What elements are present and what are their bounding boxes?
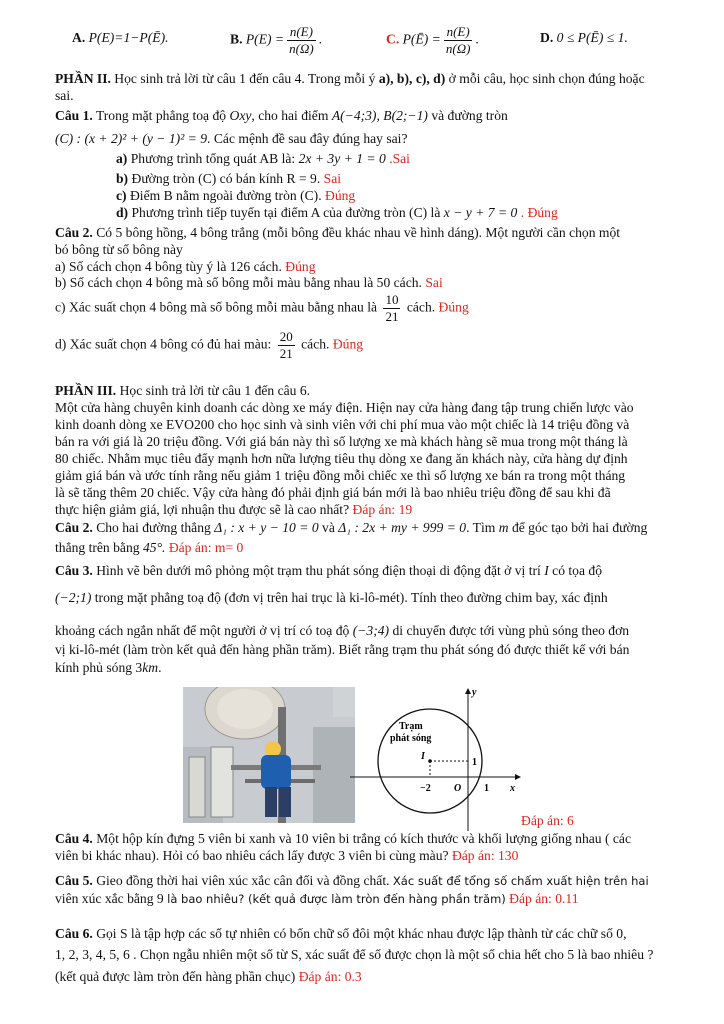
p2-q1-b-text: Đường tròn (C) có bán kính R = 9.: [131, 171, 321, 186]
p3-q6-text-2: 1, 2, 3, 4, 5, 6 . Chọn ngẫu nhiên một số từ S, xác suất để số được chọn là một số chia hết cho 5 là bao nhiêu ?: [55, 947, 654, 962]
p2-q2-label: Câu 2.: [55, 225, 93, 240]
p3-q1-last-text: thực hiện giảm giá, lợi nhuận thu được sẽ là cao nhất?: [55, 502, 350, 517]
p2-q1-a-eq: 2x + 3y + 1 = 0: [298, 151, 386, 166]
p3-q2-line2: [55, 539, 243, 556]
p2-q2-a-text: a) Số cách chọn 4 bông tùy ý là 126 cách.: [55, 259, 282, 274]
p2-q2-a-answer: Đúng: [285, 259, 316, 274]
p3-q5-text-1b: Xác suất để tổng số chấm xuất hiện trên hai: [392, 874, 649, 888]
option-a: [72, 29, 169, 46]
option-c-label: C.: [386, 31, 400, 47]
p2-q2-d-den: 21: [279, 346, 293, 361]
option-c-left: P(Ē) =: [402, 31, 441, 47]
p3-q2-d2: Δ₁ : 2x + my + 999 = 0: [338, 520, 467, 535]
p3-q3-line2: [55, 589, 608, 606]
p2-q1-b-label: b): [116, 171, 129, 186]
p3-q3-line5: [55, 659, 162, 676]
p3-q3-km: km: [142, 660, 159, 675]
p2-q2-d-fraction: [278, 329, 295, 362]
p3-q5-text-1: Gieo đồng thời hai viên xúc xắc cân đối và đồng chất.: [96, 873, 390, 888]
option-d-label: D.: [540, 30, 554, 45]
p2-q2-d-answer: Đúng: [332, 336, 364, 352]
part2-intro-1: Học sinh trả lời từ câu 1 đến câu 4. Trong mỗi ý: [114, 71, 376, 86]
p3-q3-text-2: có tọa độ: [552, 563, 602, 578]
p3-q1-line: bán ra với giá là 20 triệu đồng. Với giá bán này thì số lượng xe mà khách hàng sẽ mua trong một tháng là: [55, 434, 628, 449]
p3-q3-pos: I: [544, 563, 549, 578]
p2-q2-b-answer: Sai: [425, 275, 443, 290]
tick-origin: O: [454, 783, 462, 794]
p2-q2-a: [55, 258, 316, 275]
p3-q2-text-3: để góc tạo bởi hai đường: [511, 520, 648, 535]
p2-q1-b-answer: Sai: [323, 171, 342, 186]
p3-q1-line: kinh doanh dòng xe EVO200 cho học sinh và sinh viên với chi phí mua vào một chiếc là 14 triệu đồng và: [55, 417, 630, 432]
p2-q2-c: [55, 292, 469, 325]
p2-q1-a: [116, 150, 410, 167]
part2-heading: PHẦN II.: [55, 71, 111, 86]
p3-q3-text-6: vị ki-lô-mét (làm tròn kết quả đến hàng phần trăm). Biết rằng trạm thu phát sóng đó được thiết kế với bán: [55, 642, 630, 657]
p3-q3-text-7: kính phủ sóng 3: [55, 660, 143, 675]
option-c: C. P(Ē) = $\frac{n(E)}{n(\Omega)}$ .: [386, 24, 479, 56]
p3-q3-text-1: Hình vẽ bên dưới mô phỏng một trạm thu phát sóng điện thoại di động đặt ở vị trí: [96, 563, 541, 578]
p2-q2-d-tail: cách.: [301, 336, 330, 352]
p3-q6-text-3: (kết quả được làm tròn đến hàng phần chục): [55, 969, 296, 984]
p3-q4-line2: [55, 847, 518, 864]
option-d: [540, 29, 628, 46]
p3-q1-line: Một cửa hàng chuyên kinh doanh các dòng xe máy điện. Hiện nay cửa hàng đang tập trung chiến lược vào: [55, 400, 634, 415]
cell-tower-photo-graphic: [183, 687, 355, 823]
p2-q1-c-answer: Đúng: [325, 188, 356, 203]
p3-q6-stem: [55, 925, 626, 942]
p2-q2-c-num: 10: [385, 292, 399, 307]
p2-q1-oxy: Oxy: [229, 108, 252, 123]
p3-q2-label: Câu 2.: [55, 520, 93, 535]
station-point: [428, 759, 432, 763]
p2-q2-c-fraction: [383, 292, 400, 325]
p3-q1-line: giảm giá bán và ước tính rằng nếu giảm 1 triệu đồng mỗi chiếc xe thì số lượng xe bán ra trong một tháng: [55, 468, 626, 483]
option-c-fraction: [444, 24, 473, 57]
p3-q6-line3: [55, 968, 362, 985]
p2-q1-a-text: Phương trình tổng quát AB là:: [130, 151, 296, 166]
coverage-diagram-graphic: [350, 683, 530, 833]
p3-q1-line: 80 chiếc. Nhằm mục tiêu đẩy mạnh hơn nữa lượng tiêu thụ dòng xe đang ăn khách này, cửa hàng dự định: [55, 451, 628, 466]
p3-q2-and: và: [322, 520, 335, 535]
p2-q1-c-label: c): [116, 188, 127, 203]
part2-intro-2: ở mỗi câu, học sinh chọn đúng hoặc: [448, 71, 645, 86]
p3-q2-m: m: [498, 520, 509, 535]
p3-q2-text-2: . Tìm: [466, 520, 496, 535]
p2-q2-d: [55, 329, 363, 362]
p3-q2-stem: [55, 519, 647, 536]
p2-q2-stem: [55, 224, 620, 241]
p3-q3-coord: (−2;1): [55, 590, 92, 605]
p2-q1-d-eq: x − y + 7 = 0: [443, 205, 518, 220]
p3-q3-text-8: .: [158, 660, 162, 675]
option-b-label: B.: [230, 31, 243, 47]
p2-q1-c: [116, 187, 355, 204]
p3-q5-line2: [55, 890, 579, 908]
p3-q3-label: Câu 3.: [55, 563, 93, 578]
option-d-expr: 0 ≤ P(Ē) ≤ 1.: [556, 30, 628, 45]
p2-q1-d: [116, 204, 558, 221]
part2-intro-abcd: a), b), c), d): [378, 71, 446, 86]
p2-q1-a-label: a): [116, 151, 128, 166]
p3-q4-stem: [55, 830, 631, 847]
p2-q1-text-1: Trong mặt phẳng toạ độ: [95, 108, 227, 123]
label-x: x: [510, 783, 515, 794]
p3-q5-answer: Đáp án: 0.11: [509, 891, 579, 906]
station-label-1: Trạm: [399, 721, 423, 732]
p3-q5-stem: [55, 872, 649, 890]
option-b-left: P(E) =: [245, 31, 285, 47]
cell-tower-photo: [183, 687, 355, 823]
p2-q2-b-text: b) Số cách chọn 4 bông mà số bông mỗi màu bằng nhau là 50 cách.: [55, 275, 422, 290]
p2-q1-label: Câu 1.: [55, 108, 93, 123]
option-a-expr: P(E)=1−P(Ē).: [88, 30, 169, 45]
p3-q2-angle: 45°.: [142, 540, 166, 555]
option-c-num: n(E): [444, 24, 473, 41]
p2-q2-b: [55, 274, 443, 291]
p3-q5-text-2b: là bao nhiêu? (kết quả được làm tròn đến hàng phần trăm): [167, 892, 506, 906]
p3-q2-text-1: Cho hai đường thẳng: [96, 520, 211, 535]
p2-q1-b: [116, 170, 341, 187]
p3-q3-stem: [55, 562, 602, 579]
p2-q1-d-answer: . Đúng: [520, 205, 558, 220]
p2-q1-d-text: Phương trình tiếp tuyến tại điểm A của đường tròn (C) là: [131, 205, 441, 220]
option-b-num: n(E): [287, 24, 316, 41]
p2-q2-c-text: c) Xác suất chọn 4 bông mà số bông mỗi màu bằng nhau là: [55, 299, 378, 315]
p3-q3-text-3: trong mặt phẳng toạ độ (đơn vị trên hai trục là ki-lô-mét). Tính theo đường chim bay, xác định: [94, 590, 608, 605]
p3-q1-answer: Đáp án: 19: [352, 502, 413, 517]
p3-q3-coord2: (−3;4): [352, 623, 390, 638]
p2-q1-text-2: , cho hai điểm: [251, 108, 329, 123]
p2-q1-stem: [55, 107, 508, 124]
p3-q2-d1: Δ₁ : x + y − 10 = 0: [214, 520, 319, 535]
p2-q2-c-den: 21: [385, 309, 399, 324]
option-b-fraction: [287, 24, 316, 57]
part3-intro: [55, 382, 310, 399]
p3-q3-text-4: khoảng cách ngắn nhất để một người ở vị trí có toạ độ: [55, 623, 350, 638]
p2-q2-text-2: bó bông từ số bông này: [55, 242, 183, 257]
p3-q1-last: [55, 501, 412, 518]
p2-q2-text-1: Có 5 bông hồng, 4 bông trắng (mỗi bông đều khác nhau về hình dáng). Một người cần chọn một: [96, 225, 621, 240]
p3-q5-text-2: viên xúc xắc bằng 9: [55, 891, 164, 906]
option-a-label: A.: [72, 30, 86, 45]
p3-q3-text-5: di chuyển được tới vùng phủ sóng theo đơn: [392, 623, 630, 638]
p3-q4-text-2: viên bi khác nhau). Hỏi có bao nhiêu cách lấy được 3 viên bi cùng màu?: [55, 848, 449, 863]
p3-q2-answer: Đáp án: m= 0: [168, 540, 244, 555]
tick-x-1: 1: [484, 783, 489, 794]
part3-intro-text: Học sinh trả lời từ câu 1 đến câu 6.: [119, 383, 311, 398]
p3-q1-line: là sẽ tăng thêm 20 chiếc. Vậy cửa hàng đó phải định giá bán mới là bao nhiêu triệu đồng để sau khi đã: [55, 485, 611, 500]
p2-q1-text-4: . Các mệnh đề sau đây đúng hay sai?: [207, 131, 408, 146]
coverage-diagram: [350, 683, 530, 833]
p2-q1-circle: (C) : (x + 2)² + (y − 1)² = 9: [55, 131, 208, 146]
tick-x-neg2: −2: [420, 783, 431, 794]
p2-q1-d-label: d): [116, 205, 129, 220]
p3-q6-text-1: Gọi S là tập hợp các số tự nhiên có bốn chữ số đôi một khác nhau được lập thành từ các chữ số 0,: [96, 926, 627, 941]
p2-q2-c-answer: Đúng: [438, 299, 469, 315]
p3-q4-answer: Đáp án: 130: [451, 848, 519, 863]
p2-q2-d-text: d) Xác suất chọn 4 bông có đủ hai màu:: [55, 336, 272, 352]
part2-intro-3: sai.: [55, 88, 74, 103]
station-label-2: phát sóng: [390, 733, 432, 744]
p3-q3-answer: Đáp án: 6: [521, 813, 574, 828]
p3-q3-line3: [55, 622, 629, 639]
option-c-den: n(Ω): [445, 41, 471, 56]
part3-heading: PHẦN III.: [55, 383, 117, 398]
label-I: I: [421, 751, 425, 762]
option-b: B. P(E) = $\frac{n(E)}{n(\Omega)}$ .: [230, 24, 323, 56]
p3-q2-text-4: thẳng trên bằng: [55, 540, 140, 555]
p3-q4-text-1: Một hộp kín đựng 5 viên bi xanh và 10 viên bi trắng có kích thước và khối lượng giống nhau ( các: [96, 831, 632, 846]
p3-q6-label: Câu 6.: [55, 926, 93, 941]
p2-q1-a-answer: .Sai: [389, 151, 410, 166]
label-y: y: [472, 687, 477, 698]
p3-q5-label: Câu 5.: [55, 873, 93, 888]
p2-q2-c-tail: cách.: [406, 299, 436, 315]
p2-q1-text-3: và đường tròn: [431, 108, 508, 123]
part2-intro: [55, 70, 645, 87]
p2-q1-circle-line: [55, 130, 408, 147]
option-b-den: n(Ω): [289, 41, 314, 56]
p2-q2-d-num: 20: [279, 329, 293, 344]
tick-y-1: 1: [472, 757, 477, 768]
p3-q6-answer: Đáp án: 0.3: [298, 969, 362, 984]
p2-q1-points: A(−4;3), B(2;−1): [331, 108, 428, 123]
p2-q1-c-text: Điểm B nằm ngoài đường tròn (C).: [129, 188, 322, 203]
p3-q4-label: Câu 4.: [55, 831, 93, 846]
